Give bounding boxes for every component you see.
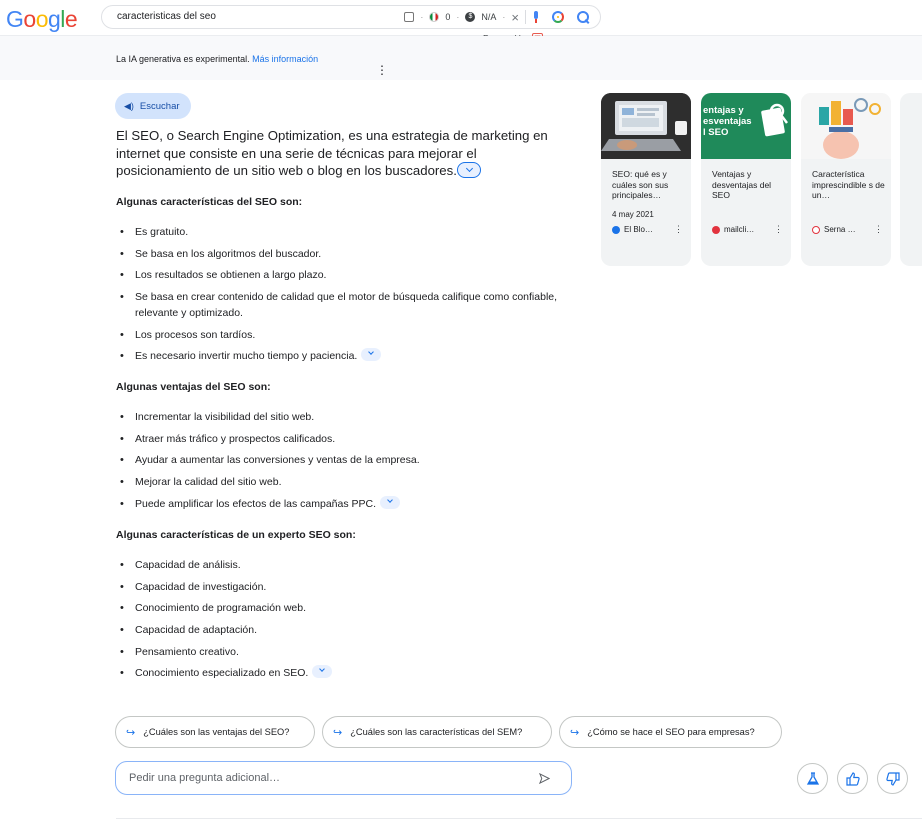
section-heading: Algunas características del SEO son: — [116, 196, 303, 208]
bottom-divider — [116, 818, 922, 819]
list-item-text: Mejorar la calidad del sitio web. — [135, 476, 282, 489]
list-item — [120, 246, 565, 262]
stat-value: 0 — [445, 12, 451, 22]
logo-letter: e — [64, 6, 78, 32]
list-item-text: Puede amplificar los efectos de las campañas PPC. — [135, 497, 377, 510]
list-item-text: Capacidad de investigación. — [135, 580, 267, 593]
ai-banner — [0, 36, 922, 80]
source-card[interactable] — [801, 93, 891, 266]
document-magnifier-icon — [761, 103, 791, 143]
expand-chevron-icon[interactable] — [312, 665, 332, 678]
list-item — [120, 474, 565, 490]
chip-label: ¿Cuáles son las características del SEM? — [350, 727, 523, 737]
follow-up-question-input[interactable] — [115, 761, 572, 795]
send-icon[interactable] — [539, 773, 550, 784]
ai-overview-intro — [116, 127, 566, 180]
list-item-text: Capacidad de análisis. — [135, 559, 241, 571]
clear-icon[interactable]: × — [511, 9, 519, 25]
list-item — [120, 496, 565, 512]
list-item-text: Conocimiento de programación web. — [135, 602, 307, 615]
microphone-icon[interactable] — [532, 11, 540, 23]
list-item-text: Conocimiento especializado en SEO. — [135, 667, 309, 680]
list-item-text: Atraer más tráfico y prospectos calificados. — [135, 432, 336, 445]
list-item — [120, 348, 565, 364]
list-item-text: Es gratuito. — [135, 226, 189, 238]
site-favicon-icon — [712, 226, 720, 234]
source-card-partial[interactable] — [900, 93, 922, 266]
logo-letter: g — [47, 6, 61, 32]
expand-sources-chevron-icon[interactable] — [457, 162, 481, 178]
dollar-icon: $ — [465, 12, 475, 22]
expand-chevron-icon[interactable] — [361, 348, 381, 361]
card-title[interactable]: Característica imprescindible s de un… — [812, 169, 885, 200]
more-options-icon[interactable]: ⋮ — [674, 224, 683, 234]
card-source — [812, 225, 856, 234]
search-bar[interactable] — [101, 5, 601, 29]
source-name: mailcli… — [724, 225, 755, 234]
list-item — [120, 327, 565, 343]
more-info-link[interactable]: Más información — [252, 54, 319, 64]
follow-up-arrow-icon: ↪ — [333, 726, 343, 739]
card-date: 4 may 2021 — [612, 210, 654, 219]
list-item — [120, 224, 565, 240]
thumbs-up-button[interactable] — [837, 763, 868, 794]
site-favicon-icon — [812, 226, 820, 234]
list-item-text: Los resultados se obtienen a largo plazo. — [135, 269, 327, 282]
listen-label: Escuchar — [139, 100, 180, 112]
laptop-image-icon — [601, 93, 691, 159]
search-icon[interactable] — [576, 10, 590, 24]
source-name: Serna … — [824, 225, 856, 234]
speaker-icon: ◀) — [124, 100, 134, 111]
logo-letter: o — [35, 6, 48, 32]
list-item — [120, 600, 565, 616]
thumbs-down-icon — [886, 772, 900, 786]
more-options-icon[interactable]: ⋮ — [874, 224, 883, 234]
bullet-list — [120, 557, 565, 687]
ai-notice-text: La IA generativa es experimental. — [116, 54, 250, 64]
thumbnail-text: entajas y esventajas l SEO — [703, 105, 752, 138]
chip-label: ¿Cuáles son las ventajas del SEO? — [143, 727, 290, 737]
list-item — [120, 622, 565, 638]
divider — [525, 10, 526, 24]
list-item-text: Se basa en crear contenido de calidad que el motor de búsqueda califique como confiable, relevante y optimizado. — [135, 291, 558, 320]
source-card[interactable] — [601, 93, 691, 266]
follow-up-placeholder: Pedir una pregunta adicional… — [129, 772, 281, 784]
google-lens-icon[interactable] — [552, 11, 564, 23]
more-options-icon[interactable]: ⋮ — [376, 63, 388, 77]
search-input[interactable]: caracteristicas del seo — [117, 11, 216, 22]
list-item-text: Incrementar la visibilidad del sitio web. — [135, 411, 315, 423]
source-card[interactable] — [701, 93, 791, 266]
separator-dot: · — [420, 12, 424, 22]
source-name: El Blo… — [624, 225, 653, 234]
google-logo[interactable] — [6, 6, 77, 33]
follow-up-chip[interactable] — [559, 716, 782, 748]
list-item-text: Los procesos son tardíos. — [135, 328, 256, 341]
card-source — [712, 225, 754, 234]
list-item — [120, 665, 565, 681]
list-item — [120, 557, 565, 573]
logo-letter: l — [60, 6, 65, 32]
chip-label: ¿Cómo se hace el SEO para empresas? — [587, 727, 755, 737]
card-title[interactable]: SEO: qué es y cuáles son sus principales… — [612, 169, 669, 200]
section-heading: Algunas características de un experto SEO son: — [116, 529, 356, 541]
list-item-text: Pensamiento creativo. — [135, 645, 239, 658]
expand-chevron-icon[interactable] — [380, 496, 400, 509]
card-source — [612, 225, 653, 234]
intro-text: El SEO, o Search Engine Optimization, es una estrategia de marketing en internet que consiste en una serie de técnicas para mejorar el posicionamiento de un sitio web o blog en los buscadores. — [116, 128, 548, 178]
list-item-text: Ayudar a aumentar las conversiones y ventas de la empresa. — [135, 454, 420, 467]
card-thumbnail — [601, 93, 691, 159]
ai-experimental-notice — [116, 54, 318, 64]
separator-dot: · — [456, 12, 460, 22]
seo-illustration-icon — [801, 93, 891, 159]
more-options-icon[interactable]: ⋮ — [774, 224, 783, 234]
list-item-text: Es necesario invertir mucho tiempo y paciencia. — [135, 350, 358, 363]
labs-flask-button[interactable] — [797, 763, 828, 794]
card-thumbnail — [801, 93, 891, 159]
separator-dot: · — [502, 12, 506, 22]
list-item — [120, 452, 565, 468]
list-item — [120, 267, 565, 283]
logo-letter: G — [6, 6, 24, 32]
follow-up-chip[interactable] — [322, 716, 552, 748]
follow-up-arrow-icon: ↪ — [570, 726, 580, 739]
list-item — [120, 289, 565, 321]
thumbs-down-button[interactable] — [877, 763, 908, 794]
bullet-list — [120, 409, 565, 517]
list-item — [120, 644, 565, 660]
list-item — [120, 579, 565, 595]
stat-value: N/A — [481, 12, 497, 22]
list-item — [120, 409, 565, 425]
list-item-text: Se basa en los algoritmos del buscador. — [135, 247, 322, 260]
flask-icon — [806, 772, 820, 786]
list-item — [120, 431, 565, 447]
listen-button[interactable] — [115, 93, 191, 119]
header — [0, 0, 922, 36]
follow-up-chip[interactable] — [115, 716, 315, 748]
card-title[interactable]: Ventajas y desventajas del SEO — [712, 169, 772, 200]
site-favicon-icon — [612, 226, 620, 234]
logo-letter: o — [23, 6, 36, 32]
flag-icon — [429, 12, 439, 22]
search-bar-icons — [404, 9, 590, 25]
checkbox-icon[interactable] — [404, 12, 414, 22]
card-thumbnail — [701, 93, 791, 159]
follow-up-arrow-icon: ↪ — [126, 726, 136, 739]
list-item-text: Capacidad de adaptación. — [135, 624, 258, 637]
bullet-list — [120, 224, 565, 370]
thumbs-up-icon — [846, 772, 860, 786]
section-heading: Algunas ventajas del SEO son: — [116, 381, 271, 393]
